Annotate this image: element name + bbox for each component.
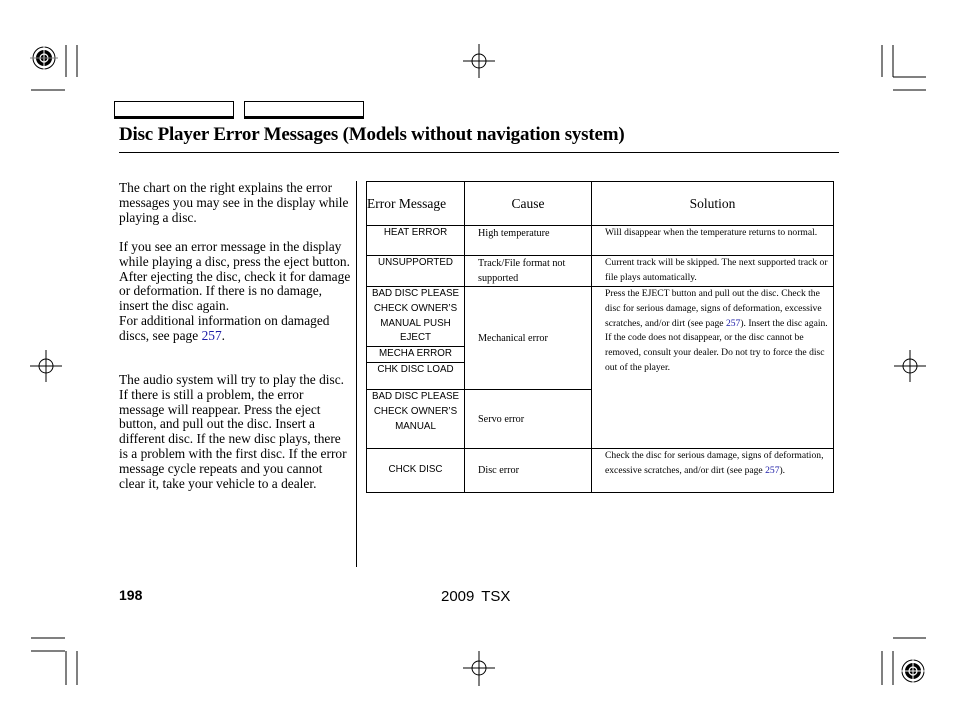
period: .	[221, 327, 226, 343]
header-error-message: Error Message	[367, 182, 465, 226]
solution-cell	[592, 449, 834, 493]
table-header-row	[367, 182, 834, 226]
intro-text-2-more	[119, 314, 351, 344]
page-number: 198	[119, 587, 143, 603]
intro-text-3: The audio system will try to play the disc. If there is still a problem, the error message will reappear. Press the eject button, and pull out the disc. Insert a different disc. If the new disc plays, there is a problem with the first disc. If the error message cycle repeats and you cannot clear it, take your vehicle to a dealer.	[119, 372, 347, 491]
crosshair-icon-right	[894, 350, 926, 382]
solution-cell	[592, 287, 834, 449]
vehicle-model: 2009 TSX	[441, 588, 511, 605]
solution-text: Check the disc for serious damage, signs of deformation, excessive scratches, and/or dirt (see page	[605, 450, 824, 476]
page-link-257[interactable]: 257	[765, 464, 780, 476]
solution-text-end: ). Insert the disc again. If the code does not disappear, or the disc cannot be removed, consult your dealer. Do not try to force the disc out of the player.	[605, 317, 828, 373]
solution-text: Press the EJECT button and pull out the disc. Check the disc for serious damage, signs of deformation, excessive scratches, and/or dirt (see page	[605, 288, 822, 329]
table-row	[367, 226, 834, 256]
cause-cell: Servo error	[465, 390, 592, 449]
table-row	[367, 449, 834, 493]
cause-cell: Track/File format not supported	[465, 256, 592, 287]
table-row	[367, 287, 834, 390]
nav-tab-box-1[interactable]	[114, 101, 234, 119]
crosshair-icon-bottom	[463, 651, 495, 686]
error-message-table	[366, 181, 834, 493]
message-cell: HEAT ERROR	[367, 226, 465, 256]
intro-paragraph-3	[119, 373, 351, 491]
crosshair-icon-top	[463, 44, 495, 78]
page-link-257[interactable]: 257	[201, 327, 222, 343]
solution-cell: Current track will be skipped. The next supported track or file plays automatically.	[592, 256, 834, 287]
intro-text-2: If you see an error message in the display while playing a disc, press the eject button. After ejecting the disc, check it for damage or deformation. If there is no damage, insert the disc again.	[119, 239, 351, 314]
message-cell: UNSUPPORTED	[367, 256, 465, 287]
cause-cell: Disc error	[465, 449, 592, 493]
message-chk-disc-load: CHK DISC LOAD	[367, 362, 464, 378]
target-icon-bottom-right	[897, 655, 929, 687]
page-link-257[interactable]: 257	[725, 317, 741, 329]
nav-tab-box-2[interactable]	[244, 101, 364, 119]
more-info-text: For additional information on damaged discs, see page	[119, 312, 330, 343]
message-cell: CHCK DISC	[367, 449, 465, 493]
message-cell	[367, 287, 465, 390]
header-cause: Cause	[465, 182, 592, 226]
solution-text-end: ).	[779, 464, 786, 476]
target-icon-top-left	[28, 42, 60, 74]
message-mecha-error: MECHA ERROR	[367, 346, 464, 362]
table-row	[367, 256, 834, 287]
column-divider	[356, 181, 357, 567]
page-title: Disc Player Error Messages (Models without navigation system)	[119, 124, 625, 145]
cause-cell: Mechanical error	[465, 287, 592, 390]
message-cell: BAD DISC PLEASE CHECK OWNER’S MANUAL	[367, 390, 465, 449]
intro-paragraph-2	[119, 240, 351, 344]
intro-paragraph-1	[119, 181, 351, 225]
cause-cell: High temperature	[465, 226, 592, 256]
intro-text-1: The chart on the right explains the error messages you may see in the display while playing a disc.	[119, 180, 349, 225]
solution-cell: Will disappear when the temperature returns to normal.	[592, 226, 834, 256]
crosshair-icon-left	[30, 350, 62, 382]
message-bad-disc-eject: BAD DISC PLEASE CHECK OWNER’S MANUAL PUSH EJECT	[371, 288, 460, 344]
title-underline	[119, 152, 839, 153]
header-solution: Solution	[592, 182, 834, 226]
